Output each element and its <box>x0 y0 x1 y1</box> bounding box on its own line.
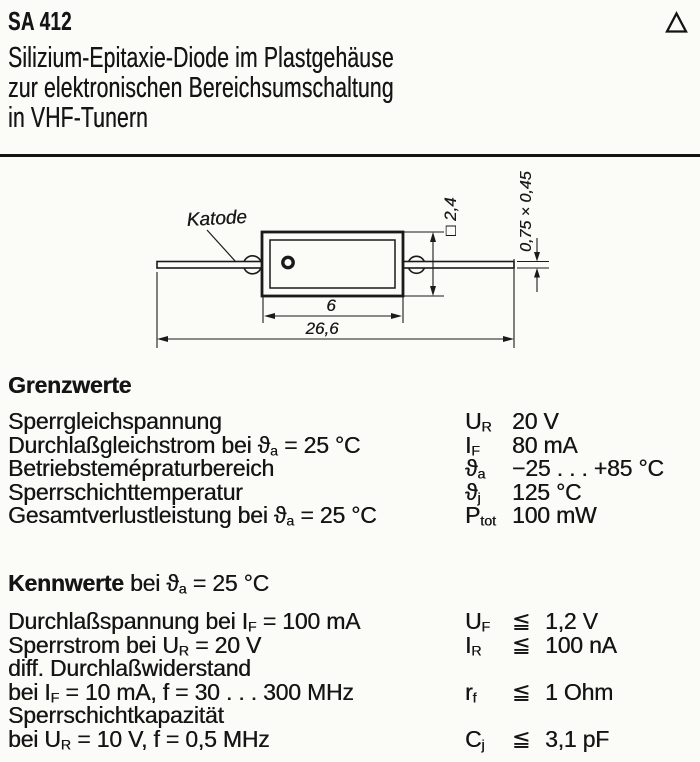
row-relation: ≦ <box>512 726 531 752</box>
row-value <box>545 704 700 728</box>
row-label: Sperrschichtkapazität <box>8 702 224 728</box>
row-value: 3,1 pF <box>545 725 610 752</box>
row-label: Durchlaßspannung bei $I_F = 100$ mA <box>8 608 361 636</box>
grenzwerte-table <box>0 410 700 528</box>
row-symbol: $ϑ_a$ <box>465 455 486 483</box>
row-value: 1 Ohm <box>545 678 614 705</box>
cathode-label: Katode <box>186 206 248 231</box>
row-relation: ≦ <box>512 632 531 658</box>
cathode-lead <box>157 262 263 269</box>
page-subtitle <box>8 43 394 133</box>
row-symbol: $I_R$ <box>465 631 482 660</box>
dim-body-length-label: 6 <box>326 296 336 315</box>
row-label: Betriebstemépraturbereich <box>8 455 275 481</box>
row-value: 20 V <box>512 408 559 434</box>
subtitle-line: Silizium-Epitaxie-Diode im Plastgehäuse <box>8 42 394 74</box>
table-row <box>8 678 700 707</box>
dim-overall-length-label: 26,6 <box>305 319 339 338</box>
row-relation <box>512 704 545 728</box>
row-symbol: $r_f$ <box>465 678 477 707</box>
row-symbol: $P_{tot}$ <box>465 502 496 530</box>
table-row <box>8 704 700 728</box>
table-row <box>8 457 700 481</box>
row-value <box>545 657 700 681</box>
table-row <box>8 431 700 460</box>
table-row <box>8 657 700 681</box>
divider-rule <box>0 154 700 157</box>
polarity-dot <box>283 257 293 267</box>
kennwerte-heading: Kennwerte bei $ϑ_a = 25$ °C <box>8 570 269 598</box>
row-symbol: $U_R$ <box>465 408 492 436</box>
row-symbol: $U_F$ <box>465 608 491 636</box>
row-symbol: $I_F$ <box>465 431 480 460</box>
row-symbol: $C_j$ <box>465 725 485 754</box>
row-value: 100 nA <box>545 631 617 658</box>
row-relation: ≦ <box>512 609 531 634</box>
row-label: Sperrgleichspannung <box>8 408 222 434</box>
row-value: 1,2 V <box>545 608 598 634</box>
row-label: bei $I_F = 10$ mA, f = 30 . . . 300 MHz <box>8 678 354 707</box>
row-label: Sperrschichttemperatur <box>8 478 243 505</box>
row-label: Gesamtverlustleistung bei $ϑ_a = 25$ °C <box>8 502 377 530</box>
row-relation <box>512 657 545 681</box>
row-label: diff. Durchlaßwiderstand <box>8 655 251 681</box>
row-label: bei $U_R = 10$ V, f = 0,5 MHz <box>8 725 270 754</box>
subtitle-line: in VHF-Tunern <box>8 102 148 134</box>
row-symbol <box>465 704 512 728</box>
row-label: Durchlaßgleichstrom bei $ϑ_a = 25$ °C <box>8 431 361 460</box>
table-row <box>8 410 700 434</box>
row-label: Sperrstrom bei $U_R = 20$ V <box>8 631 262 660</box>
dim-body-height-label: □ 2,4 <box>441 197 460 236</box>
subtitle-line: zur elektronischen Bereichsumschaltung <box>8 72 394 104</box>
row-value: 125 °C <box>512 478 582 505</box>
table-row <box>8 725 700 754</box>
row-symbol: $ϑ_j$ <box>465 478 481 507</box>
cathode-leader-line <box>207 230 236 262</box>
page-title: SA 412 <box>8 6 72 36</box>
triangle-revision-icon <box>665 11 689 35</box>
row-value: 100 mW <box>512 502 597 528</box>
row-symbol <box>465 657 512 681</box>
dim-lead-cross-section-label: 0,75 × 0,45 <box>518 171 535 252</box>
grenzwerte-heading: Grenzwerte <box>8 372 132 398</box>
package-outline-drawing <box>0 160 700 360</box>
table-row <box>8 631 700 660</box>
kennwerte-table <box>0 608 700 754</box>
table-row <box>8 610 700 634</box>
row-relation: ≦ <box>512 679 531 705</box>
row-value: −25 . . . +85 °C <box>512 455 664 481</box>
anode-lead <box>402 262 514 269</box>
row-value: 80 mA <box>512 431 578 458</box>
table-row <box>8 504 700 528</box>
table-row <box>8 478 700 507</box>
